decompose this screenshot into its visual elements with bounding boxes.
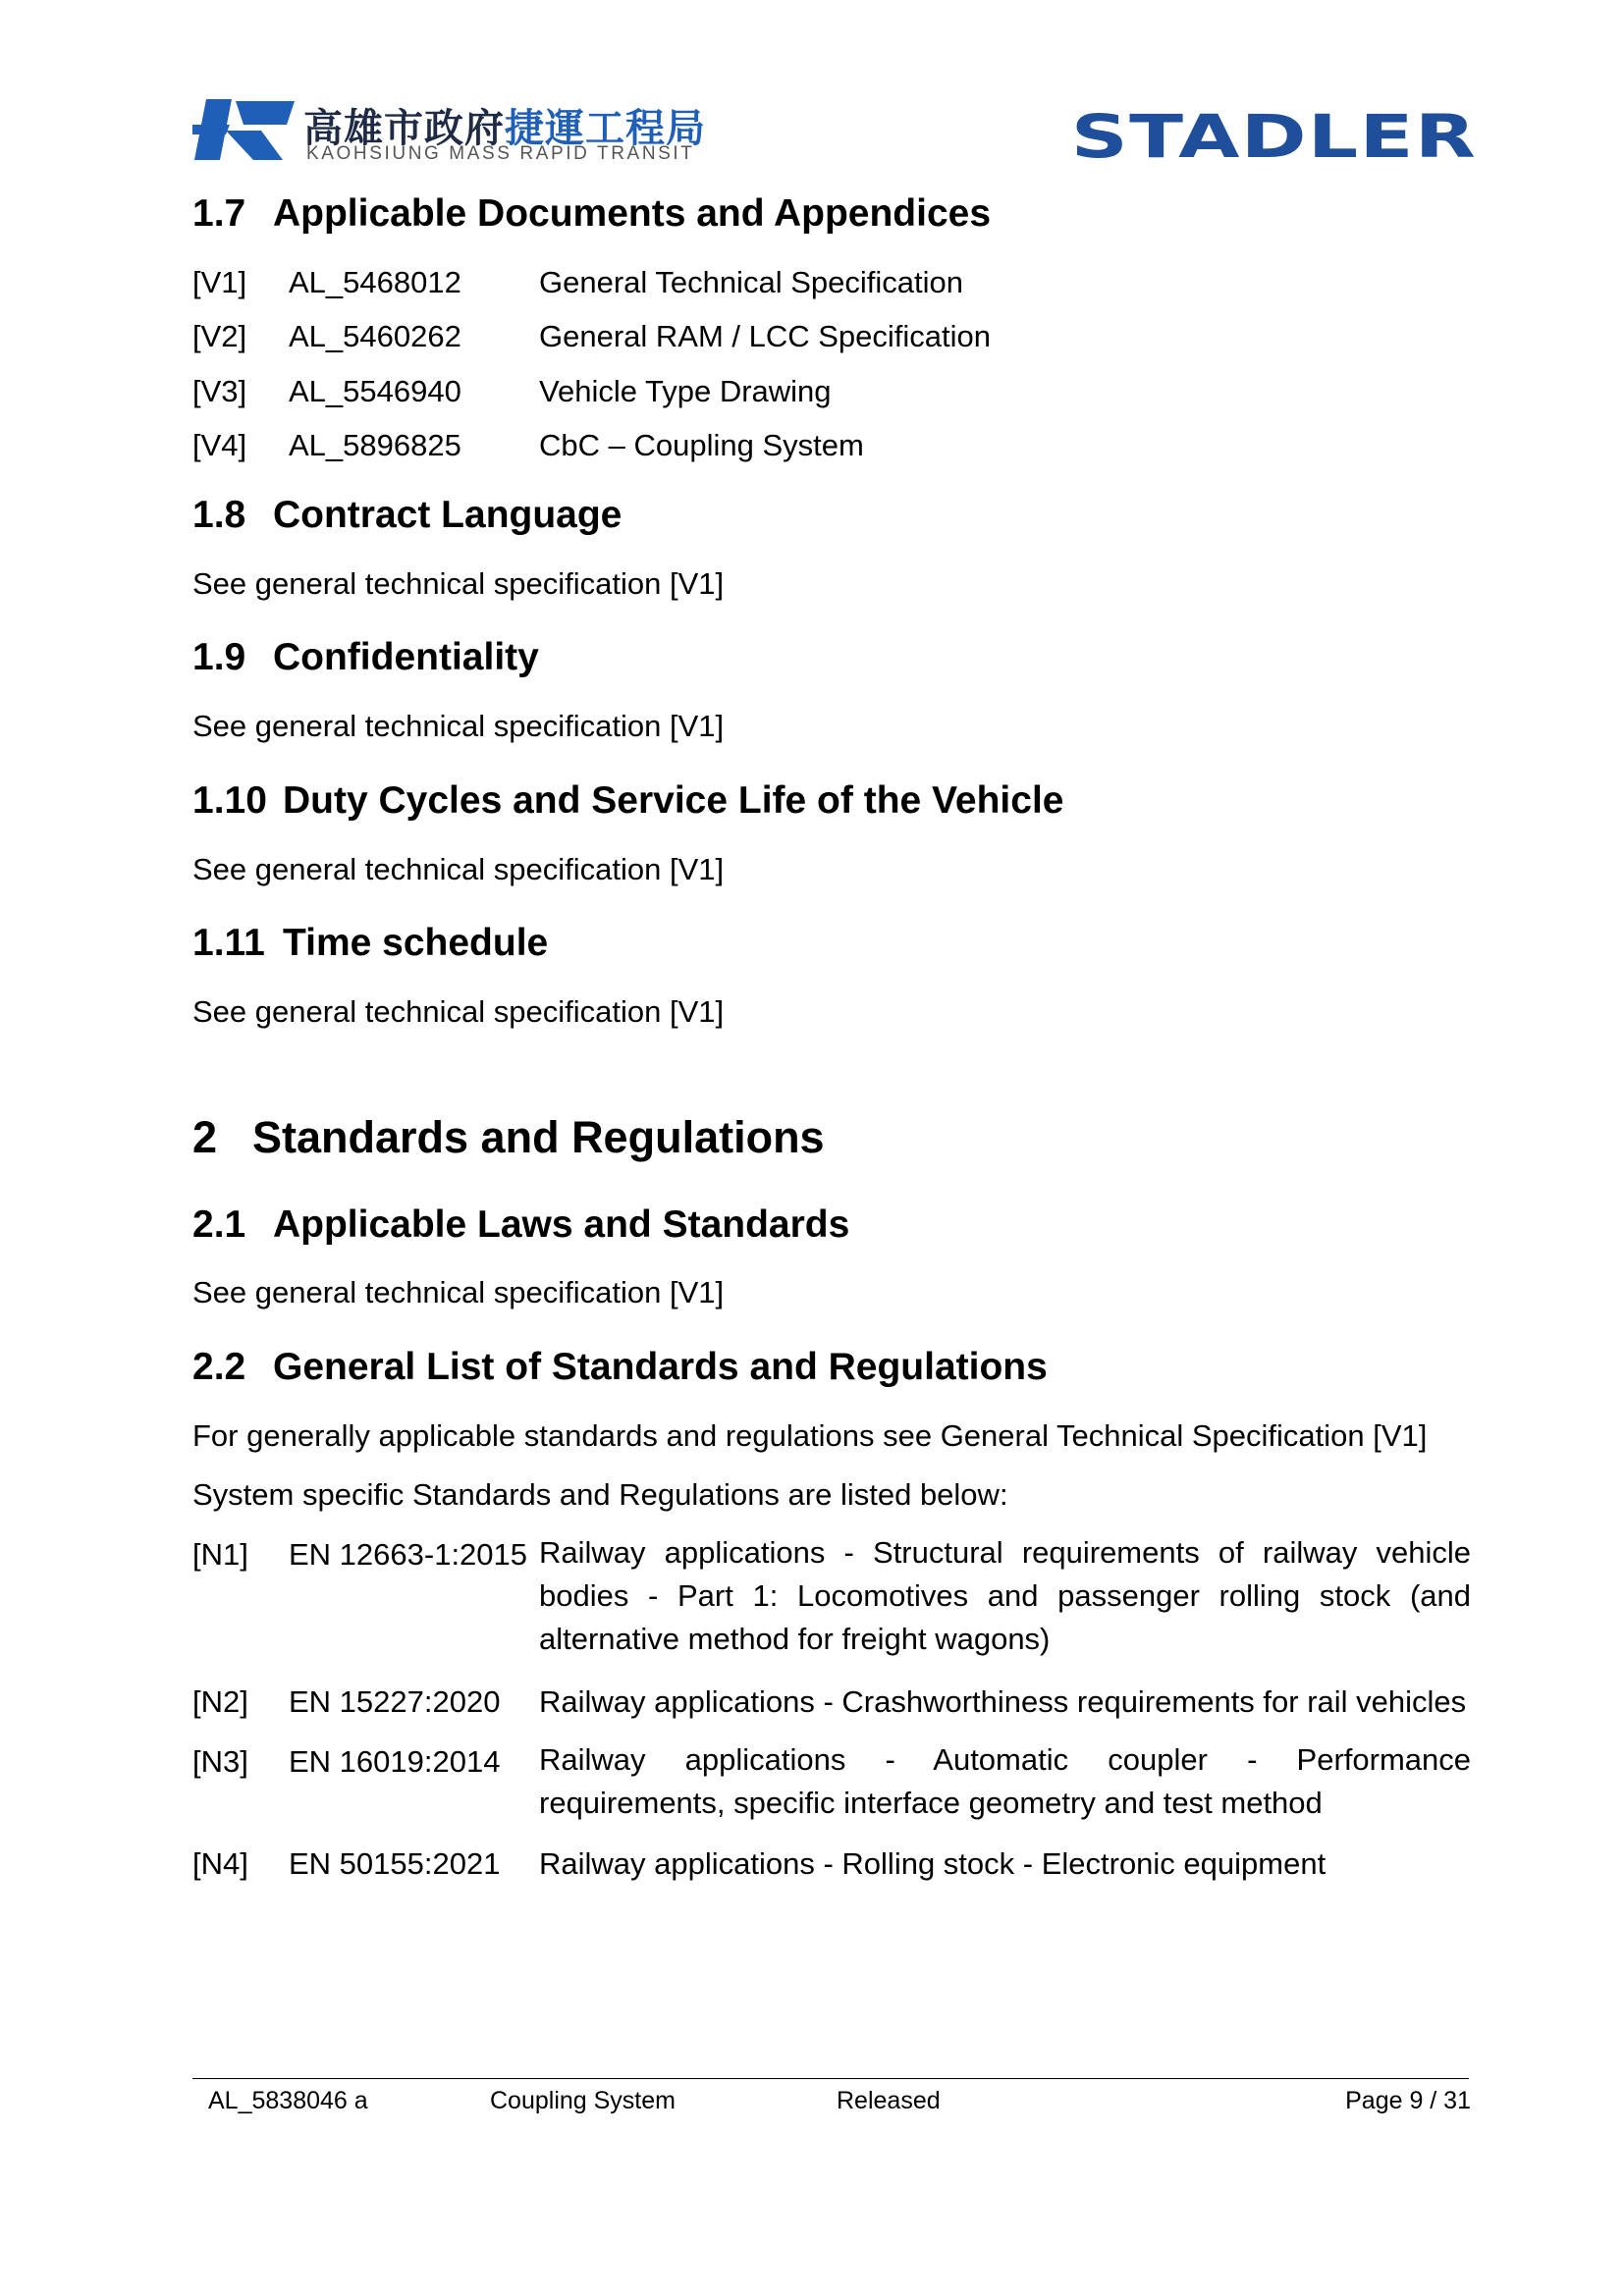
standard-code: EN 12663-1:2015 (289, 1537, 528, 1572)
kmrt-emblem-icon (192, 95, 297, 164)
section-text: System specific Standards and Regulations are listed below: (192, 1477, 1008, 1512)
standard-tag: [N1] (192, 1537, 248, 1572)
section-text: See general technical specification [V1] (192, 1275, 725, 1309)
reference-tag: [V2] (192, 319, 247, 353)
reference-code: AL_5546940 (289, 374, 461, 408)
standard-tag: [N3] (192, 1744, 248, 1779)
reference-title: Vehicle Type Drawing (539, 374, 832, 408)
stadler-logo: STADLER (1070, 102, 1477, 172)
reference-tag: [V1] (192, 265, 247, 299)
standard-code: EN 16019:2014 (289, 1744, 501, 1779)
kmrt-logo (192, 95, 706, 172)
section-heading-1-11: 1.11 Time schedule (192, 922, 549, 964)
section-heading-1-9: 1.9 Confidentiality (192, 636, 539, 678)
footer-page-number: Page 9 / 31 (1345, 2087, 1471, 2114)
section-heading-2-1: 2.1 Applicable Laws and Standards (192, 1203, 850, 1246)
reference-title: General Technical Specification (539, 265, 963, 299)
standard-code: EN 15227:2020 (289, 1684, 501, 1719)
standard-description: Railway applications - Automatic coupler - Performance requirements, specific interface geometry and test method (539, 1742, 1471, 1820)
footer-doc-id: AL_5838046 a (208, 2087, 368, 2114)
section-text: See general technical specification [V1] (192, 852, 725, 886)
footer-title: Coupling System (490, 2087, 676, 2114)
standard-row (192, 1744, 1471, 1831)
reference-code: AL_5460262 (289, 319, 461, 353)
reference-tag: [V4] (192, 428, 247, 462)
reference-title: General RAM / LCC Specification (539, 319, 992, 353)
reference-code: AL_5468012 (289, 265, 461, 299)
reference-title: CbC – Coupling System (539, 428, 864, 462)
section-heading-1-10: 1.10 Duty Cycles and Service Life of the Vehicle (192, 779, 1064, 822)
section-heading-2-2: 2.2 General List of Standards and Regulations (192, 1346, 1048, 1388)
standard-row (192, 1537, 1471, 1667)
section-text: See general technical specification [V1] (192, 709, 725, 743)
kmrt-name-en: KAOHSIUNG MASS RAPID TRANSIT (306, 143, 695, 164)
kmrt-name-cn: 高雄市政府捷運工程局 (303, 107, 706, 150)
reference-code: AL_5896825 (289, 428, 461, 462)
section-text: See general technical specification [V1] (192, 566, 725, 601)
section-heading-1-8: 1.8 Contract Language (192, 494, 623, 536)
standard-code: EN 50155:2021 (289, 1846, 501, 1881)
standard-description: Railway applications - Crashworthiness requirements for rail vehicles (539, 1684, 1467, 1719)
section-heading-1-7: 1.7 Applicable Documents and Appendices (192, 192, 992, 235)
reference-tag: [V3] (192, 374, 247, 408)
standard-tag: [N4] (192, 1846, 248, 1881)
footer-status: Released (837, 2087, 941, 2114)
chapter-heading-2: 2 Standards and Regulations (192, 1112, 825, 1162)
section-text: See general technical specification [V1] (192, 994, 725, 1029)
standard-tag: [N2] (192, 1684, 248, 1719)
standard-description: Railway applications - Rolling stock - Electronic equipment (539, 1846, 1326, 1881)
footer-divider (192, 2078, 1469, 2079)
standard-description: Railway applications - Structural requirements of railway vehicle bodies - Part 1: Locomotives and passenger rolling stock (and alternative method for freight wagons) (539, 1535, 1471, 1656)
section-text: For generally applicable standards and regulations see General Technical Specification [V1] (192, 1418, 1428, 1453)
